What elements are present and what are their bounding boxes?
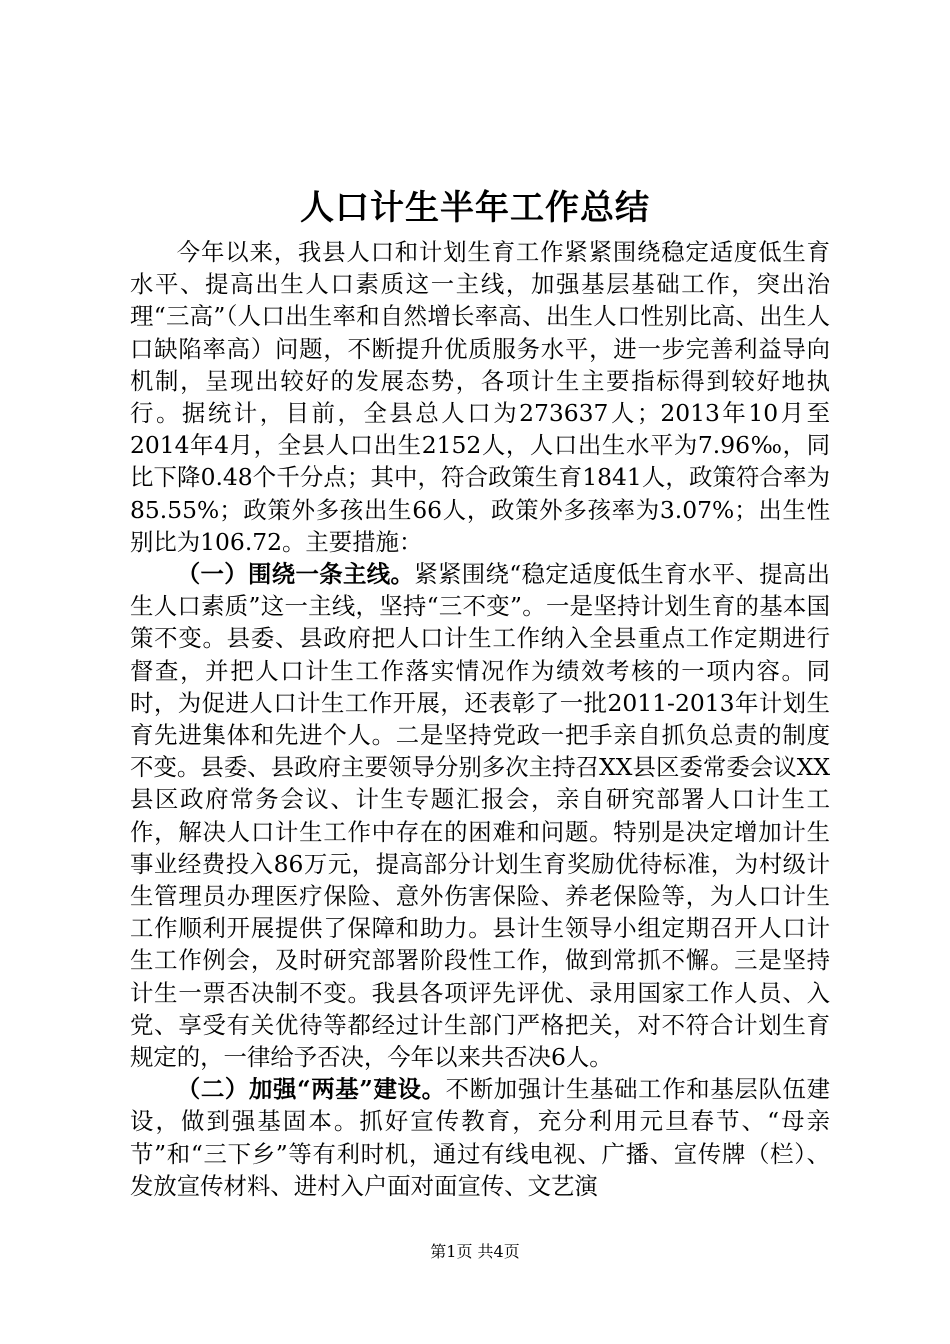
section-1-text: 紧紧围绕“稳定适度低生育水平、提高出生人口素质”这一主线，坚持“三不变”。一是坚持计划生育的基本国策不变。县委、县政府把人口计生工作纳入全县重点工作定期进行督查，并把人口计生工作落实情况作为绩效考核的一项内容。同时，为促进人口计生工作开展，还表彰了一批2011-2013年计划生育先进集体和先进个人。二是坚持党政一把手亲自抓负总责的制度不变。县委、县政府主要领导分别多次主持召XX县区委常委会议XX县区政府常务会议、计生专题汇报会，亲自研究部署人口计生工作，解决人口计生工作中存在的困难和问题。特别是决定增加计生事业经费投入86万元，提高部分计划生育奖励优待标准，为村级计生管理员办理医疗保险、意外伤害保险、养老保险等，为人口计生工作顺利开展提供了保障和助力。县计生领导小组定期召开人口计生工作例会，及时研究部署阶段性工作，做到常抓不懈。三是坚持计生一票否决制不变。我县各项评先评优、录用国家工作人员、入党、享受有关优待等都经过计生部门严格把关，对不符合计划生育规定的，一律给予否决，今年以来共否决6人。 [130, 560, 830, 1072]
paragraph-section-1 [130, 558, 830, 1073]
paragraph-intro [130, 236, 830, 558]
document-title: 人口计生半年工作总结 [300, 188, 650, 228]
section-1-heading: （一）围绕一条主线。 [176, 560, 415, 589]
section-2-text: 不断加强计生基础工作和基层队伍建设，做到强基固本。抓好宣传教育，充分利用元旦春节、“母亲节”和“三下乡”等有利时机，通过有线电视、广播、宣传牌（栏）、发放宣传材料、进村入户面对面宣传、文艺演 [130, 1075, 830, 1200]
page-footer: 第1页 共4页 [430, 1242, 520, 1261]
section-2-heading: （二）加强“两基”建设。 [176, 1075, 446, 1104]
paragraph-intro-text: 今年以来，我县人口和计划生育工作紧紧围绕稳定适度低生育水平、提高出生人口素质这一主线，加强基层基础工作，突出治理“三高”（人口出生率和自然增长率高、出生人口性别比高、出生人口缺陷率高）问题，不断提升优质服务水平，进一步完善利益导向机制，呈现出较好的发展态势，各项计生主要指标得到较好地执行。据统计，目前，全县总人口为273637人；2013年10月至2014年4月，全县人口出生2152人，人口出生水平为7.96‰，同比下降0.48个千分点；其中，符合政策生育1841人，政策符合率为85.55%；政策外多孩出生66人，政策外多孩率为3.07%；出生性别比为106.72。主要措施： [130, 238, 830, 556]
document-body [130, 236, 830, 1202]
paragraph-section-2 [130, 1073, 830, 1202]
